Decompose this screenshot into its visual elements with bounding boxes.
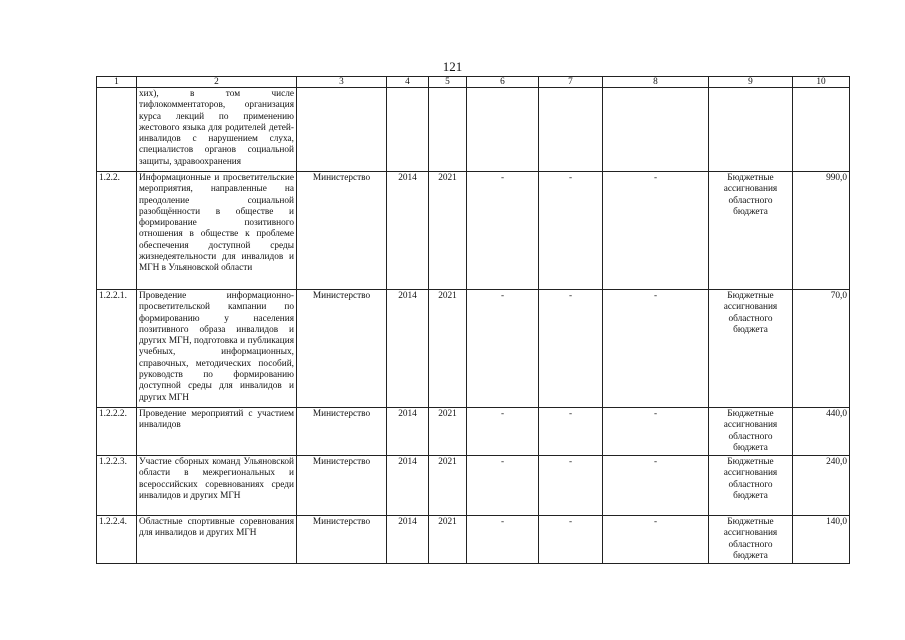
item-executor: Министерство [297,290,387,408]
item-executor [297,88,387,172]
item-number: 1.2.2.3. [97,456,137,516]
item-col7: - [539,456,603,516]
item-start-year: 2014 [387,290,429,408]
header-cell: 2 [137,77,297,88]
item-col6: - [467,516,539,564]
item-funding-source: Бюджетные ассигнования областного бюджета [709,516,793,564]
header-cell: 10 [793,77,850,88]
item-amount: 440,0 [793,408,850,456]
table-row [97,456,850,516]
item-description: Областные спортивные соревнования для инвалидов и других МГН [137,516,297,564]
item-description: Информационные и просветительские мероприятия, направленные на преодоление социальной разобщённости в обществе и формирование позитивного отношения в обществе к проблеме обеспечения доступной среды жизнедеятельности для инвалидов и МГН в Ульяновской области [137,172,297,290]
item-end-year: 2021 [429,172,467,290]
item-col8 [603,88,709,172]
item-funding-source: Бюджетные ассигнования областного бюджета [709,456,793,516]
item-col6: - [467,290,539,408]
item-funding-source [709,88,793,172]
table-row [97,408,850,456]
item-number: 1.2.2.1. [97,290,137,408]
item-col8: - [603,172,709,290]
table-row [97,290,850,408]
item-executor: Министерство [297,172,387,290]
item-col7: - [539,516,603,564]
item-start-year: 2014 [387,456,429,516]
table-row [97,516,850,564]
item-amount [793,88,850,172]
item-col6: - [467,408,539,456]
item-start-year: 2014 [387,172,429,290]
item-end-year: 2021 [429,290,467,408]
item-executor: Министерство [297,408,387,456]
item-amount: 140,0 [793,516,850,564]
item-start-year: 2014 [387,516,429,564]
item-end-year: 2021 [429,456,467,516]
item-col8: - [603,408,709,456]
item-funding-source: Бюджетные ассигнования областного бюджета [709,408,793,456]
item-amount: 240,0 [793,456,850,516]
item-executor: Министерство [297,516,387,564]
header-cell: 5 [429,77,467,88]
item-amount: 70,0 [793,290,850,408]
item-col7 [539,88,603,172]
item-col6 [467,88,539,172]
item-executor: Министерство [297,456,387,516]
header-cell: 8 [603,77,709,88]
item-col7: - [539,290,603,408]
item-col6: - [467,456,539,516]
header-cell: 3 [297,77,387,88]
item-number [97,88,137,172]
item-description: Участие сборных команд Ульяновской области в межрегиональных и всероссийских соревнованиях среди инвалидов и других МГН [137,456,297,516]
header-cell: 4 [387,77,429,88]
item-end-year [429,88,467,172]
header-cell: 9 [709,77,793,88]
header-row [97,77,850,88]
page-number: 121 [442,59,463,74]
item-start-year [387,88,429,172]
item-description: Проведение мероприятий с участием инвалидов [137,408,297,456]
item-amount: 990,0 [793,172,850,290]
item-end-year: 2021 [429,516,467,564]
item-funding-source: Бюджетные ассигнования областного бюджета [709,290,793,408]
item-number: 1.2.2.4. [97,516,137,564]
table-row [97,172,850,290]
item-description: хих), в том числе тифлокомментаторов, организация курса лекций по применению жестового языка для родителей детей-инвалидов с нарушением слуха, специалистов органов социальной защиты, здравоохранения [137,88,297,172]
item-number: 1.2.2.2. [97,408,137,456]
item-col7: - [539,172,603,290]
header-cell: 1 [97,77,137,88]
item-funding-source: Бюджетные ассигнования областного бюджета [709,172,793,290]
item-col8: - [603,516,709,564]
item-description: Проведение информационно-просветительской кампании по формированию у населения позитивного образа инвалидов и других МГН, подготовка и публикация учебных, информационных, справочных, методических пособий, руководств по формированию доступной среды для инвалидов и других МГН [137,290,297,408]
item-col6: - [467,172,539,290]
item-number: 1.2.2. [97,172,137,290]
item-col8: - [603,456,709,516]
item-start-year: 2014 [387,408,429,456]
item-col8: - [603,290,709,408]
header-cell: 7 [539,77,603,88]
header-cell: 6 [467,77,539,88]
table-row [97,88,850,172]
item-end-year: 2021 [429,408,467,456]
item-col7: - [539,408,603,456]
program-table [96,76,850,564]
